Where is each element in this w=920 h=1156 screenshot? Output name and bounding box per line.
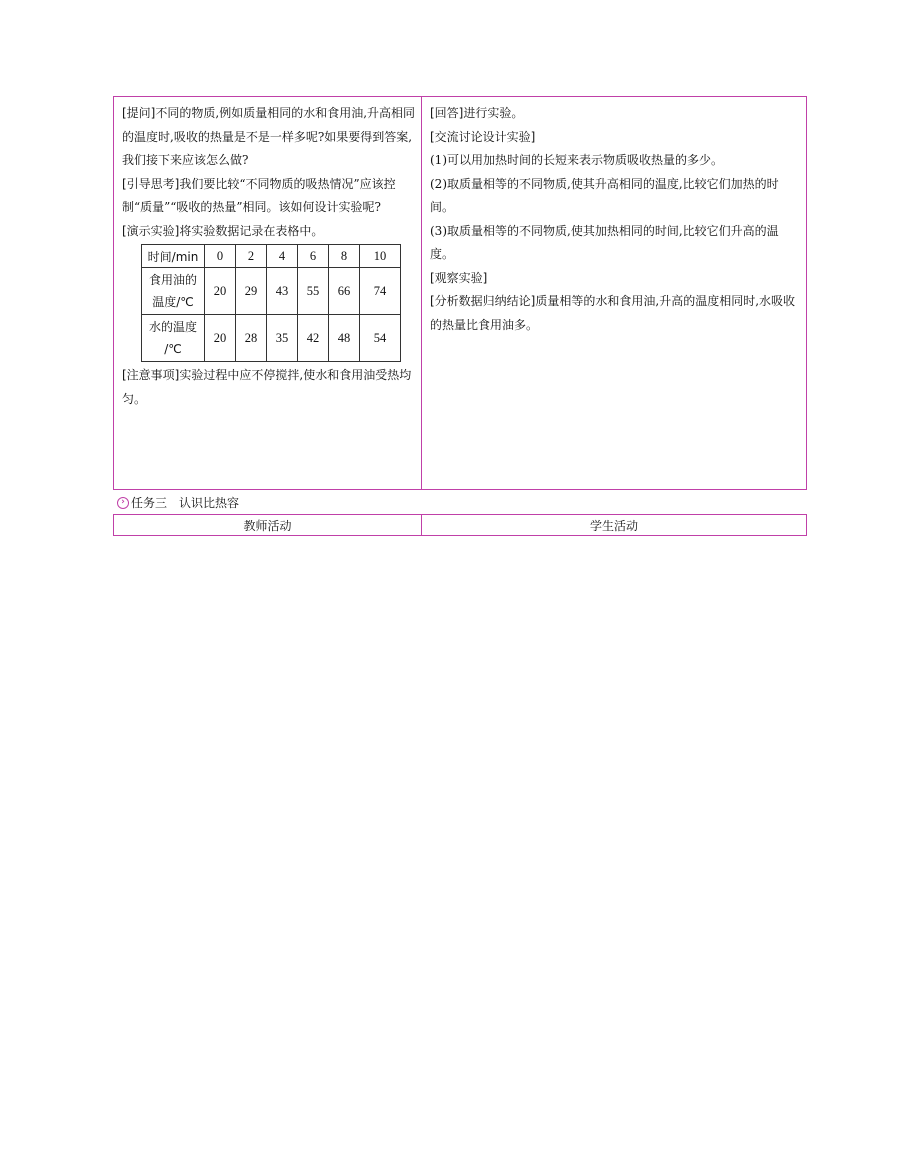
student-activity-column [422, 97, 806, 489]
water-temp-cell: 42 [298, 315, 329, 362]
design-step-3: (3)取质量相等的不同物质,使其加热相同的时间,比较它们升高的温度。 [430, 223, 779, 261]
oil-temp-cell: 55 [298, 268, 329, 315]
activity-header-table [113, 514, 807, 536]
task-title: 认识比热容 [179, 496, 240, 510]
water-temp-header-cell [142, 315, 205, 362]
teacher-activity-column [114, 97, 422, 489]
notes-paragraph [122, 364, 415, 411]
time-cell: 0 [205, 245, 236, 268]
lesson-table [113, 96, 807, 490]
discussion-label: [交流讨论设计实验] [430, 129, 536, 144]
time-cell: 6 [298, 245, 329, 268]
design-step-1: (1)可以用加热时间的长短来表示物质吸收热量的多少。 [430, 153, 724, 167]
water-temp-cell: 20 [205, 315, 236, 362]
time-cell: 10 [360, 245, 401, 268]
guide-label: [引导思考] [122, 176, 180, 191]
student-activity-header: 学生活动 [589, 518, 638, 533]
oil-temp-cell: 74 [360, 268, 401, 315]
time-cell: 8 [329, 245, 360, 268]
demo-text: 将实验数据记录在表格中。 [179, 223, 324, 238]
guide-paragraph [122, 173, 415, 220]
water-temp-cell: 54 [360, 315, 401, 362]
conclusion-label: [分析数据归纳结论] [430, 294, 536, 308]
oil-label-line1: 食用油的 [148, 273, 197, 287]
teacher-activity-header: 教师活动 [114, 515, 422, 535]
answer-text: 进行实验。 [463, 106, 524, 120]
question-paragraph [122, 102, 415, 173]
conclusion-text: 质量相等的水和食用油,升高的温度相同时,水吸收的热量比食用油多。 [430, 294, 796, 332]
oil-temp-cell: 43 [267, 268, 298, 315]
notes-label: [注意事项] [122, 368, 180, 382]
demo-paragraph [122, 220, 415, 244]
demo-label: [演示实验] [122, 223, 180, 238]
table-row [142, 245, 401, 268]
question-text: 不同的物质,例如质量相同的水和食用油,升高相同的温度时,吸收的热量是不是一样多呢?如果要得到答案,我们接下来应该怎么做? [122, 106, 416, 167]
discussion-paragraph [430, 126, 800, 150]
oil-label-line2: 温度/℃ [152, 295, 194, 309]
time-cell: 4 [267, 245, 298, 268]
water-temp-cell: 48 [329, 315, 360, 362]
observe-paragraph [430, 267, 800, 291]
water-temp-cell: 35 [267, 315, 298, 362]
question-label: [提问] [122, 106, 156, 120]
water-temp-cell: 28 [236, 315, 267, 362]
oil-temp-header-cell [142, 268, 205, 315]
conclusion-paragraph [430, 290, 800, 337]
design-step-2: (2)取质量相等的不同物质,使其升高相同的温度,比较它们加热的时间。 [430, 176, 779, 214]
experiment-data-table [141, 244, 401, 362]
answer-paragraph [430, 102, 800, 126]
observe-label: [观察实验] [430, 270, 488, 285]
water-label-line1: 水的温度 [148, 320, 197, 334]
time-header-cell: 时间/min [142, 245, 205, 268]
oil-temp-cell: 20 [205, 268, 236, 315]
notes-text: 实验过程中应不停搅拌,使水和食用油受热均匀。 [122, 368, 412, 406]
water-label-line2: /℃ [164, 342, 182, 356]
table-row [142, 268, 401, 315]
guide-text: 我们要比较“不同物质的吸热情况”应该控制“质量”“吸收的热量”相同。该如何设计实验呢? [122, 176, 396, 214]
oil-temp-cell: 29 [236, 268, 267, 315]
table-row [142, 315, 401, 362]
task-heading [117, 494, 239, 511]
oil-temp-cell: 66 [329, 268, 360, 315]
circle-arrow-icon: › [117, 497, 129, 509]
task-number: 任务三 [131, 496, 168, 510]
time-cell: 2 [236, 245, 267, 268]
answer-label: [回答] [430, 106, 464, 120]
